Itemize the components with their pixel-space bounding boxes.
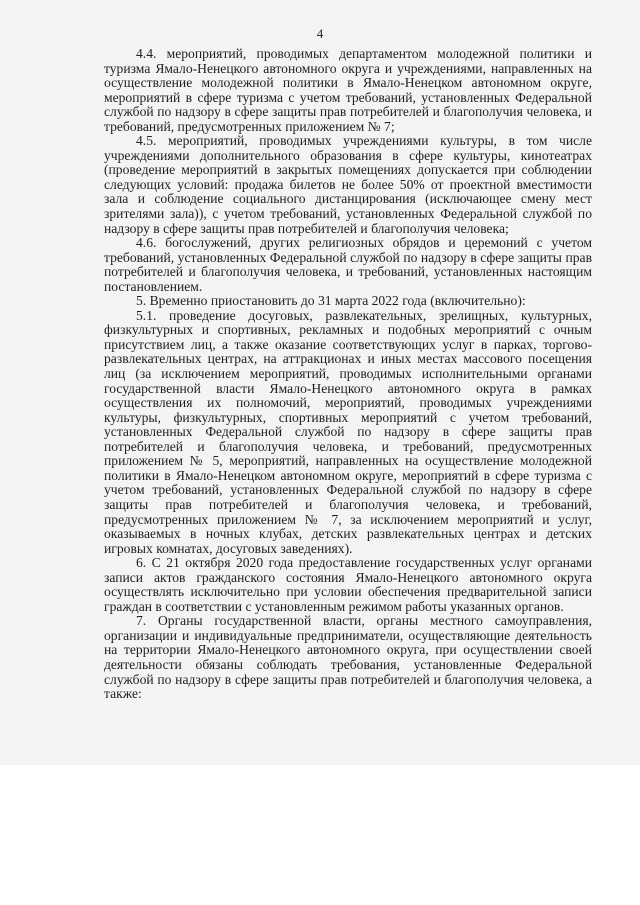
paragraph-6: 6. С 21 октября 2020 года предоставление государственных услуг органами записи актов гражданского состояния Ямало-Ненецкого автономного округа осуществлять исключительно при условии обеспечения предварительной записи граждан в соответствии с установленным режимом работы указанных органов. <box>104 555 592 614</box>
paragraph-7: 7. Органы государственной власти, органы местного самоуправления, организации и индивидуальные предприниматели, осуществляющие деятельность на территории Ямало-Ненецкого автономного округа, при осуществлении своей деятельности обязаны соблюдать требования, установленные Федеральной службой по надзору в сфере защиты прав потребителей и благополучия человека, а также: <box>104 613 592 702</box>
paragraph-4-4: 4.4. мероприятий, проводимых департаментом молодежной политики и туризма Ямало-Ненецкого автономного округа и учреждениями, направленных на осуществление молодежной политики в Ямало-Ненецком автономном округе, мероприятий в сфере туризма с учетом требований, установленных Федеральной службой по надзору в сфере защиты прав потребителей и благополучия человека, и требований, предусмотренных приложением № 7; <box>104 46 592 134</box>
paragraph-5: 5. Временно приостановить до 31 марта 2022 года (включительно): <box>136 293 526 309</box>
page-number: 4 <box>316 26 324 41</box>
paragraph-4-6: 4.6. богослужений, других религиозных обрядов и церемоний с учетом требований, установленных Федеральной службой по надзору в сфере защиты прав потребителей и благополучия человека, и требований, установленных настоящим постановлением. <box>104 235 592 294</box>
document-body <box>104 47 592 702</box>
paragraph-5-1: 5.1. проведение досуговых, развлекательных, зрелищных, культурных, физкультурных и спортивных, рекламных и подобных мероприятий с очным присутствием лиц, а также оказание соответствующих услуг в парках, торгово-развлекательных центрах, на аттракционах и иных местах массового посещения лиц (за исключением мероприятий, проводимых исполнительными органами государственной власти Ямало-Ненецкого автономного округа в рамках осуществления их полномочий, мероприятий, проводимых учреждениями культуры, физкультурных, спортивных мероприятий с учетом требований, установленных Федеральной службой по надзору в сфере защиты прав потребителей и благополучия человека, и требований, предусмотренных приложением № 5, мероприятий, направленных на осуществление молодежной политики в Ямало-Ненецком автономном округе, мероприятий в сфере туризма с учетом требований, установленных Федеральной службой по надзору в сфере защиты прав потребителей и благополучия человека, и требований, предусмотренных приложением № 7, за исключением мероприятий и услуг, оказываемых в ночных клубах, детских развлекательных центрах и детских игровых комнатах, досуговых заведениях). <box>104 307 592 556</box>
paragraph-4-5: 4.5. мероприятий, проводимых учреждениями культуры, в том числе учреждениями дополнительного образования в сфере культуры, кинотеатрах (проведение мероприятий в закрытых помещениях допускается при соблюдении следующих условий: продажа билетов не более 50% от проектной вместимости зала и соблюдение социального дистанцирования (исключающее смену мест зрителями зала)), с учетом требований, установленных Федеральной службой по надзору в сфере защиты прав потребителей и благополучия человека; <box>104 133 592 236</box>
blank-margin <box>0 765 640 905</box>
